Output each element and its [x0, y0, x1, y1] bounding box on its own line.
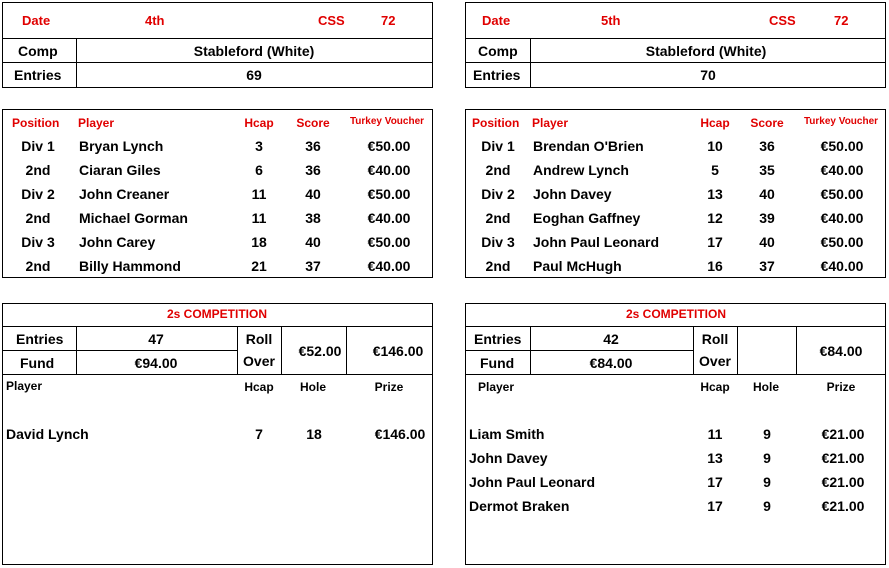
col-position: Position	[472, 116, 520, 130]
entries-value: 69	[246, 67, 262, 83]
col-hcap: Hcap	[700, 116, 730, 130]
comp-value: Stableford (White)	[645, 43, 767, 59]
css-label: CSS	[318, 13, 345, 28]
comp-value: Stableford (White)	[193, 43, 315, 59]
right-panel: Date 5th CSS 72 Comp Stableford (White) Entries 70 Position Player Hcap Score Turkey Voucher Div 1 Brendan O'Brien 10 36 €50.00 2nd Andrew Lynch 5 35 €40.00 Div 2 John Davey 13 40 €50.00 2nd Eoghan Gaffney 12 39 €40.00 Div 3 John Paul Leonard 17 40 €50.00 2nd Paul McHugh 16 37 €40.00 2s COMPETITION Entries 42 Fund €84.00 Roll Over €84.00 Player Hcap Hole Prize Liam Smith 11 9 €21.00 John Davey 13 9 €21.00 John Paul Leonard 17 9 €21.00 Dermot Braken 17 9 €21.00	[0, 0, 889, 568]
twos-col-hole: Hole	[299, 380, 327, 394]
date-value: 4th	[145, 13, 165, 28]
date-label: Date	[22, 13, 51, 28]
col-turkey-voucher: Turkey Voucher	[803, 116, 879, 127]
col-turkey-voucher: Turkey Voucher	[349, 116, 425, 127]
col-player: Player	[532, 116, 569, 130]
twos-fund-value: €94.00	[134, 355, 178, 371]
css-label: CSS	[769, 13, 796, 28]
twos-rollover-value: €52.00	[298, 343, 342, 359]
twos-total-value: €146.00	[372, 343, 424, 359]
css-value: 72	[381, 13, 396, 28]
col-position: Position	[12, 116, 60, 130]
twos-col-player: Player	[6, 379, 43, 393]
twos-roll-label: Roll	[245, 331, 273, 347]
twos-roll-label: Roll	[701, 331, 729, 347]
date-label: Date	[482, 13, 511, 28]
twos-col-hole: Hole	[752, 380, 780, 394]
twos-col-hcap: Hcap	[244, 380, 274, 394]
entries-label: Entries	[473, 67, 521, 83]
twos-over-label: Over	[699, 353, 731, 369]
date-value: 5th	[601, 13, 621, 28]
col-hcap: Hcap	[244, 116, 274, 130]
twos-col-prize: Prize	[826, 380, 856, 394]
twos-entries-label: Entries	[16, 331, 64, 347]
twos-col-hcap: Hcap	[700, 380, 730, 394]
twos-total-value: €84.00	[819, 343, 863, 359]
comp-label: Comp	[18, 43, 58, 59]
css-value: 72	[834, 13, 849, 28]
twos-entries-value: 47	[148, 331, 164, 347]
twos-fund-label: Fund	[480, 355, 515, 371]
twos-entries-value: 42	[603, 331, 619, 347]
twos-col-prize: Prize	[374, 380, 404, 394]
col-score: Score	[296, 116, 330, 130]
comp-label: Comp	[478, 43, 518, 59]
col-player: Player	[78, 116, 115, 130]
twos-fund-label: Fund	[20, 355, 55, 371]
left-panel: Date 4th CSS 72 Comp Stableford (White) Entries 69 Position Player Hcap Score Turkey Voucher Div 1 Bryan Lynch 3 36 €50.00 2nd Ciaran Giles 6 36 €40.00 Div 2 John Creaner 11 40 €50.00 2nd Michael Gorman 11 38 €40.00 Div 3 John Carey 18 40 €50.00 2nd Billy Hammond 21 37 €40.00 2s COMPETITION Entries 47 Fund €94.00 Roll Over €52.00 €146.00 Player Hcap Hole Prize David Lynch 7 18 €146.00	[0, 0, 440, 568]
twos-over-label: Over	[243, 353, 275, 369]
twos-title: 2s COMPETITION	[625, 307, 727, 321]
twos-col-player: Player	[478, 380, 515, 394]
twos-entries-label: Entries	[474, 331, 522, 347]
entries-label: Entries	[14, 67, 62, 83]
entries-value: 70	[700, 67, 716, 83]
col-score: Score	[750, 116, 784, 130]
twos-fund-value: €84.00	[589, 355, 633, 371]
twos-title: 2s COMPETITION	[166, 307, 268, 321]
